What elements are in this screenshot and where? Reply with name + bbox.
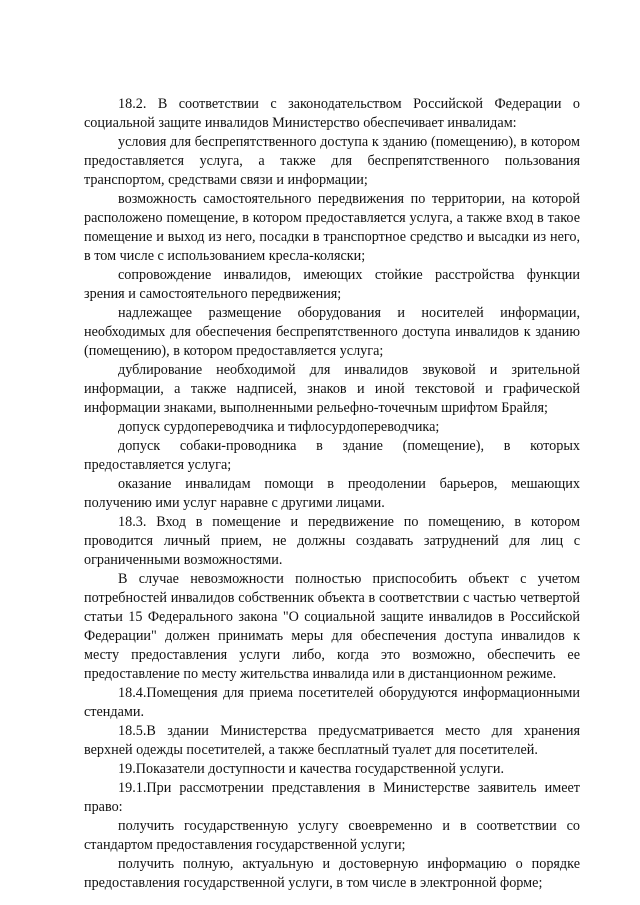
paragraph-braille-duplication: дублирование необходимой для инвалидов звуковой и зрительной информации, а также надписей, знаков и иной текстовой и графической информации знаками, выполненными рельефно-точечным шрифтом Брайля;	[84, 362, 580, 416]
paragraph-19-1: 19.1.При рассмотрении представления в Министерстве заявитель имеет право:	[84, 780, 580, 815]
paragraph-19: 19.Показатели доступности и качества государственной услуги.	[118, 761, 505, 777]
paragraph-18-4: 18.4.Помещения для приема посетителей оборудуются информационными стендами.	[84, 685, 580, 720]
paragraph-equipment-placement: надлежащее размещение оборудования и носителей информации, необходимых для обеспечения беспрепятственного доступа инвалидов к зданию (помещению), в котором предоставляется услуга;	[84, 305, 580, 359]
paragraph-18-2: 18.2. В соответствии с законодательством Российской Федерации о социальной защите инвалидов Министерство обеспечивает инвалидам:	[84, 96, 580, 131]
paragraph-barrier-assistance: оказание инвалидам помощи в преодолении барьеров, мешающих получению ими услуг наравне с другими лицами.	[84, 476, 580, 511]
paragraph-escort: сопровождение инвалидов, имеющих стойкие расстройства функции зрения и самостоятельного передвижения;	[84, 267, 580, 302]
paragraph-guide-dog: допуск собаки-проводника в здание (помещение), в которых предоставляется услуга;	[84, 438, 580, 473]
paragraph-sign-interpreter: допуск сурдопереводчика и тифлосурдопереводчика;	[118, 419, 440, 435]
paragraph-18-5: 18.5.В здании Министерства предусматривается место для хранения верхней одежды посетителей, а также бесплатный туалет для посетителей.	[84, 723, 580, 758]
paragraph-18-3: 18.3. Вход в помещение и передвижение по помещению, в котором проводится личный прием, не должны создавать затруднений для лиц с ограниченными возможностями.	[84, 514, 580, 568]
paragraph-full-information: получить полную, актуальную и достоверную информацию о порядке предоставления государственной услуги, в том числе в электронной форме;	[84, 856, 580, 891]
paragraph-timely-service: получить государственную услугу своевременно и в соответствии со стандартом предоставления государственной услуги;	[84, 818, 580, 853]
paragraph-object-adaptation: В случае невозможности полностью приспособить объект с учетом потребностей инвалидов собственник объекта в соответствии с частью четвертой статьи 15 Федерального закона "О социальной защите инвалидов в Российской Федерации" должен принимать меры для обеспечения доступа инвалидов к месту предоставления услуги либо, когда это возможно, обеспечить ее предоставление по месту жительства инвалида или в дистанционном режиме.	[84, 571, 580, 682]
document-body	[84, 95, 580, 893]
paragraph-access-conditions: условия для беспрепятственного доступа к зданию (помещению), в котором предоставляется услуга, а также для беспрепятственного пользования транспортом, средствами связи и информации;	[84, 134, 580, 188]
paragraph-independent-movement: возможность самостоятельного передвижения по территории, на которой расположено помещение, в котором предоставляется услуга, а также вход в такое помещение и выход из него, посадки в транспортное средство и высадки из него, в том числе с использованием кресла-коляски;	[84, 191, 580, 264]
